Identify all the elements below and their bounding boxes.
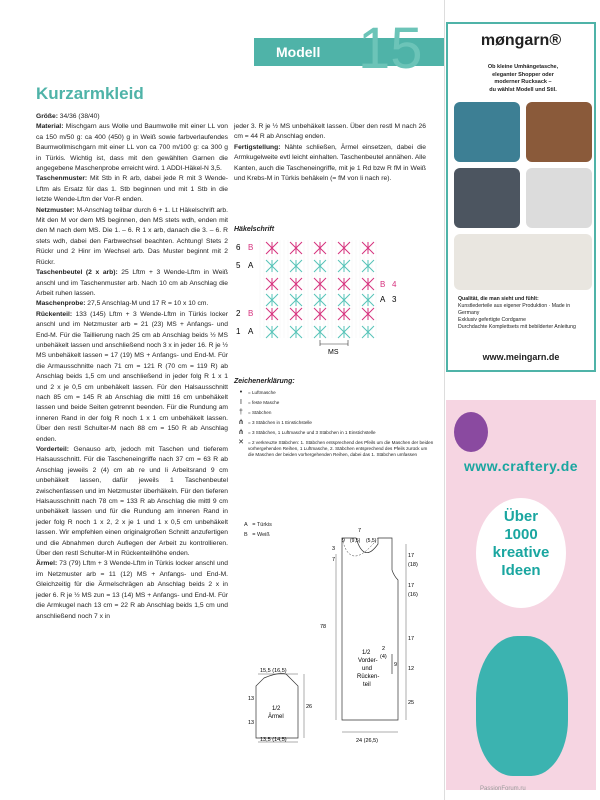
stitch-mark [338,308,350,320]
stitch-mark [290,260,302,272]
stitch-mark [266,308,278,320]
top-measure-95: (9,5) [350,538,361,544]
body-label-5: teil [363,682,371,688]
color-key-b: B [244,532,248,538]
stitch-mark [314,326,326,338]
stitch-mark [266,326,278,338]
row-label-1: 1 [236,327,241,336]
stitch-mark [314,260,326,272]
stitch-mark [362,242,374,254]
paragraph: Größe: 34/36 (38/40) [36,113,100,120]
bag-photo-5 [454,234,592,290]
body-label-4: Rücken- [357,674,380,680]
stitch-mark [290,278,302,290]
craftery-url[interactable]: www.craftery.de [463,458,579,474]
color-key-a-text: = Türkis [252,522,272,528]
bag-photo-1 [454,102,520,162]
color-key-a: A [244,522,248,528]
stitch-mark [314,278,326,290]
color-key-b-text: = Weiß [252,532,270,538]
paragraph: Ärmel: 73 (79) Lftm + 3 Wende-Lftm in Türkis locker anschl und im Netzmuster arb = 11 (12) MS + Anfangs- und End-M. Gleichzeitig für die Ärmelschrägen ab Anschlag beids 2 x in jeder 6. R je ½ MS zun = 13 (14) MS + Anfangs- und End-M. Für die Armkugel nach 13 cm = 22 R ab Anschlag beids 1,5 cm und anschließend noch 7 x in [36,560,228,620]
meingarn-ad[interactable] [446,22,596,372]
paragraph: Vorderteil: Genauso arb, jedoch mit Taschen und tieferem Halsausschnitt. Für die Tascheneingriffe nach 37 cm = 63 R ab Anschlag jeweils 2 (4) cm ab re und li Arbeitsrand 9 cm unbehäkelt lassen, dafür jeweils 1 Taschenbeutel zwischenfassen und im Netzmuster überhäkeln. Für den tieferen Halsausschnitt nach 78 cm = 133 R ab Anschlag die mittl 9 cm unbehäkelt lassen und für die Rundung am inneren Rand in jeder folg R noch 1 x 2, 2 x je 1 und 1 x 0,5 cm unbehäkelt lassen. Wir empfehlen einen originalgroßen Schnitt anzufertigen und die Abnahmen durch Auflegen der Arbeit zu kontrollieren. Über den restl Schulter-M in Rückenteilhöhe enden. [36,446,228,558]
stitch-mark [314,294,326,306]
side-measure-25: 25 [408,700,415,706]
color-label-a-1: A [248,327,254,336]
sleeve-bottom: 13,5 (14,5) [260,737,287,743]
body-label-2: Vorder- [358,658,378,664]
body-width: 24 (26,5) [356,738,379,744]
paragraph: jeder 3. R je ½ MS unbehäkelt lassen. Über den restl M nach 26 cm = 44 R ab Anschlag enden. [234,123,426,141]
stitch-mark [290,308,302,320]
stitch-symbol-icon: † [239,409,243,416]
legend [234,390,434,462]
side-measure-17a: 17 [408,553,415,559]
left-measure-7: 7 [332,557,336,563]
chart-grid [260,240,376,338]
paragraph: Netzmuster: M-Anschlag teilbar durch 6 + 1. Lt Häkelschrift arb. Mit den M vor dem MS beginnen, den MS stets wdh, enden mit den M nach dem MS. Die 1. – 6. R 1 x arb, danach die 3. – 6. R stets wdh, dabei den Farbwechsel beachten. Achtung! Stets 2 Rückr und 2 Hinr im Wechsel arb. Das Muster beginnt mit 2 Rückr. [36,206,228,266]
sleeve-height: 26 [306,704,313,710]
paragraph: Rückenteil: 133 (145) Lftm + 3 Wende-Lftm in Türkis locker anschl und im Netzmuster arb = 21 (23) MS + Anfangs- und End-M. Für die Taillierung nach 25 cm ab Anschlag beids ½ MS unbehäkelt lassen und anschließend noch 3 x in jeder 16. R je ½ MS unbehäkelt lassen = 17 (19) MS + Anfangs- und End-M. Für die Armausschnitte nach 71 cm = 121 R (70 cm = 119 R) ab Anschlag beids 1,5 cm und anschließend in jeder folg R 1 x 1 und 2 x je 0,5 cm unbehäkelt lassen. Für den Halsausschnitt nach 85 cm = 145 R ab Anschlag die mittl 16 cm unbehäkelt lassen und beide Seiten getrennt beenden. Für die Rundung am inneren Rand in der folg R noch 1 x 1 cm unbehäkelt lassen. Über den restl Schulter-M nach 88 cm = 150 R ab Anschlag enden. [36,310,228,443]
top-measure-9: 9 [342,538,345,544]
stitch-mark [362,294,374,306]
stitch-mark [290,242,302,254]
stitch-mark [314,242,326,254]
legend-item: ⋔ = 3 Stäbchen in 1 Einstichstelle [234,420,434,426]
side-measure-12: 12 [408,666,415,672]
paragraph: Fertigstellung: Nähte schließen, Ärmel einsetzen, dabei die Armkugelweite evtl leicht einhalten. Taschenbeutel annähen. Alle Kanten, auch die Tascheneingriffe, mit je 1 Rd bzw R fM in Weiß und Krebs-M in Türkis behäkeln (= fM von li nach re). [234,143,426,183]
stitch-mark [338,278,350,290]
paragraph: Taschenmuster: Mit Stb in R arb, dabei jede R mit 3 Wende-Lftm als Ersatz für das 1. Stb beginnen und mit 1 Stb in die letzte Wende-Lftm der Vor-R enden. [36,175,228,204]
color-label-a-5: A [248,261,254,270]
paragraph: Material: Mischgarn aus Wolle und Baumwolle mit einer LL von ca 150 m/50 g: ca 400 (450) g in Weiß sowie farbverlaufendes Baumwollmischgarn mit einer LL von ca 700 m/100 g: ca 300 g in Türkis. Wichtig ist, dass mit den gewählten Garnen die angegebene Maschenprobe erreicht wird. 1 ADDI-Häkel-N 3,5. [36,123,228,173]
stitch-mark [338,326,350,338]
pocket-measure-alt: (4) [380,654,387,660]
stitch-mark [266,294,278,306]
monster-figure-icon [476,636,568,776]
model-number: 15 [358,16,423,81]
pocket-width: 9 [394,662,398,668]
body-outline [342,538,398,720]
crochet-chart [234,236,404,356]
legend-item: • = Luftmasche [234,390,434,396]
sleeve-label-2: Ärmel [268,714,284,720]
sleeve-left: 13 [248,696,255,702]
color-label-b-4: B [380,280,386,289]
top-measure-55: (5,5) [366,538,377,544]
sleeve-lower: 13 [248,720,255,726]
sleeve-top: 15,5 (16,5) [260,668,287,674]
paragraph: Maschenprobe: 27,5 Anschlag-M und 17 R = 10 x 10 cm. [36,300,209,308]
side-measure-18: (18) [408,562,418,568]
stitch-mark [362,278,374,290]
paragraph: Taschenbeutel (2 x arb): 25 Lftm + 3 Wende-Lftm in Weiß anschl und im Taschenmuster arb. Nach 10 cm ab Anschlag die Arbeit ruhen lassen. [36,269,228,297]
stitch-symbol-icon: ⋔ [238,429,244,436]
bag-photo-3 [454,168,520,228]
body-label-3: und [362,666,373,672]
side-measure-17c: 17 [408,636,415,642]
meingarn-features: Qualität, die man sieht und fühlt: Kunstlederteile aus eigener Produktion · Made in Germany Exklusiv gefertigte Cordgarne Durchdachte Komplettsets mit bebilderter Anleitung [458,296,576,330]
stitch-mark [362,308,374,320]
left-measure-78: 78 [320,624,327,630]
row-label-6: 6 [236,243,241,252]
stitch-mark [266,260,278,272]
stitch-mark [362,260,374,272]
meingarn-logo: møngarn® [480,32,562,49]
bag-photo-4 [526,168,592,228]
watermark: PassionForum.ru [480,786,526,792]
stitch-mark [290,326,302,338]
stitch-symbol-icon: • [239,389,243,396]
stitch-symbol-icon: ✕ [238,439,244,446]
chart-title: Häkelschrift [234,226,275,233]
ms-label: MS [328,349,339,356]
color-label-b-6: B [248,243,254,252]
row-label-3: 3 [392,295,397,304]
legend-item: ⋔ = 3 Stäbchen, 1 Luftmasche und 3 Stäbchen in 1 Einstichstelle [234,430,434,436]
craftery-ad[interactable] [446,400,596,790]
legend-item: ✕ = 2 verkreuzte Stäbchen: 1. Stäbchen entsprechend des Pfeils um die Maschen der beiden vorhergehenden Reihen, 1 Luftmasche, 2. Stäbchen entsprechend des Pfeils zurück um die Maschen der beiden vorhergehenden Reihen, dabei das 1. Stäbchen umfassen [234,440,434,458]
owl-figure-icon [454,412,488,452]
garment-schematic [246,524,442,746]
stitch-mark [314,308,326,320]
body-label-1: 1/2 [362,650,371,656]
side-measure-16: (16) [408,592,418,598]
meingarn-url[interactable]: www.meingarn.de [482,352,560,362]
stitch-mark [266,278,278,290]
row-label-4: 4 [392,280,397,289]
color-label-a-3: A [380,295,386,304]
stitch-mark [338,242,350,254]
stitch-mark [338,294,350,306]
stitch-mark [266,242,278,254]
modell-label: Modell [276,44,321,60]
color-label-b-2: B [248,309,254,318]
burst-text: Über 1000 kreative Ideen [492,508,550,579]
meingarn-tagline: Ob kleine Umhängetasche, eleganter Shopper oder moderner Rucksack – du wählst Modell und Stil. [487,64,559,93]
stitch-mark [362,326,374,338]
stitch-symbol-icon: I [240,399,242,406]
stitch-symbol-icon: ⋔ [238,419,244,426]
legend-title: Zeichenerklärung: [234,378,295,385]
top-measure-7: 7 [358,528,362,534]
instructions-column-2 [234,122,426,184]
page-title: Kurzarmkleid [36,84,144,103]
legend-item: † = Stäbchen [234,410,434,416]
stitch-mark [290,294,302,306]
legend-item: I = feste Masche [234,400,434,406]
side-measure-17b: 17 [408,583,415,589]
row-label-5: 5 [236,261,241,270]
stitch-mark [338,260,350,272]
sleeve-label-1: 1/2 [272,706,281,712]
pocket-measure: 2 [382,646,386,652]
left-measure-3: 3 [332,546,336,552]
bag-photo-2 [526,102,592,162]
row-label-2: 2 [236,309,241,318]
instructions-column-1 [36,112,228,622]
